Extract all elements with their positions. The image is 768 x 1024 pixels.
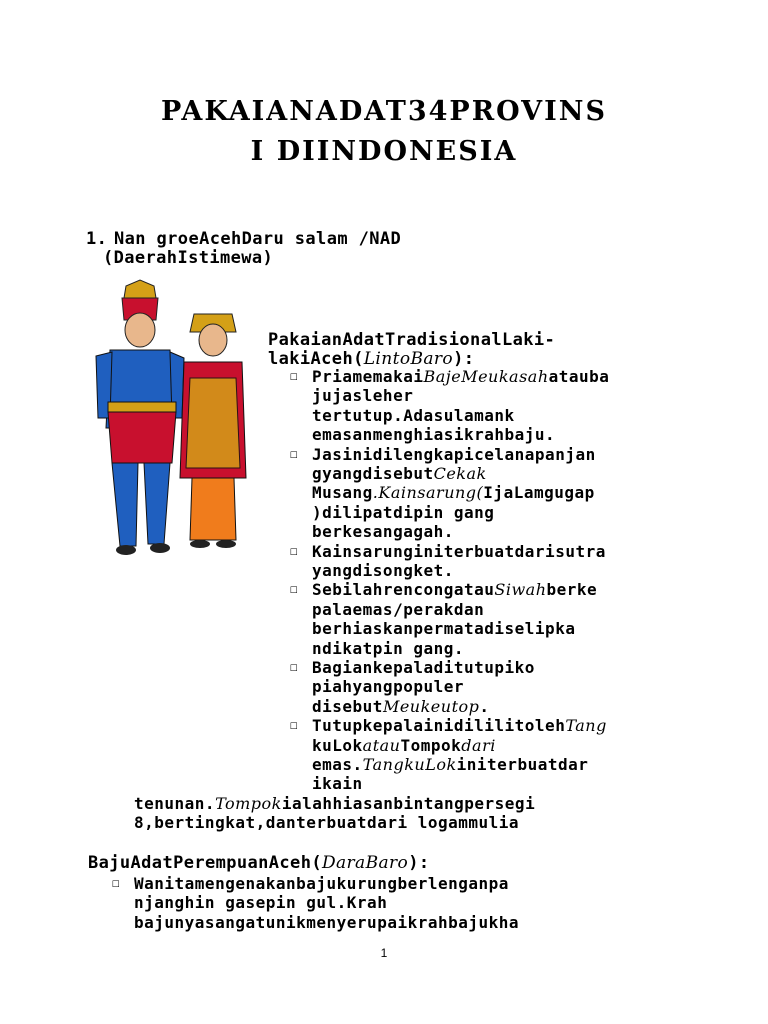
man-figure-icon	[96, 280, 184, 555]
woman-figure-icon	[180, 314, 246, 548]
female-item-line-segment: Wanitamengenakanbajukurungberlenganpa	[134, 874, 509, 893]
male-item-bullet-icon: ☐	[290, 543, 298, 559]
male-item-line-segment: berhiaskanpermatadiselipka	[312, 619, 576, 639]
male-item-line-segment: IjaLamgugap	[483, 483, 595, 503]
male-item-line-segment: BajeMeukasah	[423, 367, 549, 386]
male-item-line-segment: Siwah	[494, 580, 547, 600]
male-item-line-segment: TangkuLok	[362, 755, 457, 774]
male-tail-line-segment: ialahhiasanbintangpersegi	[281, 794, 536, 813]
male-item-line-segment: berkesangagah.	[312, 522, 454, 542]
male-item-line	[312, 619, 575, 638]
male-item-bullet-icon: ☐	[290, 369, 298, 384]
male-item-line	[312, 736, 496, 755]
male-item-line-segment: .	[479, 696, 490, 716]
male-heading-prefix: lakiAceh(	[268, 349, 364, 369]
section-heading-line-1: Nan groeAcehDaru salam /NAD	[114, 229, 402, 249]
male-item-line-segment: atauba	[548, 367, 610, 386]
male-item-line-segment: Tutupkepalainidililitoleh	[312, 716, 566, 736]
male-item-line	[312, 503, 494, 522]
page-title-line-2: I DIINDONESIA	[250, 136, 518, 167]
male-item-line-segment: Tompok	[400, 735, 462, 755]
male-tail-line	[134, 794, 535, 813]
male-item-line-segment: Sebilahrencongatau	[312, 580, 495, 600]
male-item-line-segment: emasanmenghiasikrahbaju.	[312, 425, 556, 445]
male-tail-line	[134, 813, 519, 832]
female-heading-suffix: ):	[408, 853, 430, 873]
male-clothing-heading-line-2	[268, 349, 474, 369]
male-item-line	[312, 774, 363, 793]
male-heading-italic: LintoBaro	[363, 349, 454, 369]
male-item-line	[312, 677, 464, 696]
male-item-line-segment: dari	[461, 735, 496, 755]
male-item-line	[312, 697, 490, 716]
male-item-line-segment: Cekak	[433, 464, 487, 483]
male-item-line	[312, 406, 515, 425]
male-item-line	[312, 561, 454, 580]
female-item-bullet-icon: ☐	[112, 876, 120, 891]
female-item-line	[134, 913, 519, 932]
male-item-line-segment: )dilipatdipin gang	[312, 502, 495, 522]
male-item-line-segment: ndikatpin gang.	[312, 638, 464, 658]
male-clothing-heading-line-1: PakaianAdatTradisionalLaki-	[268, 330, 556, 350]
male-item-line-segment: palaemas/perakdan	[312, 599, 485, 619]
male-item-line	[312, 755, 588, 774]
male-item-line-segment: ikain	[312, 774, 363, 794]
male-item-bullet-icon: ☐	[290, 718, 298, 734]
male-tail-line-segment: tenunan.	[134, 794, 216, 813]
male-item-line-segment: Kainsarunginiterbuatdarisutra	[312, 541, 606, 561]
male-item-line	[312, 483, 595, 502]
section-heading-line-2: (DaerahIstimewa)	[103, 248, 274, 268]
male-item-line-segment: jujasleher	[312, 386, 414, 406]
section-number: 1.	[86, 229, 108, 249]
male-item-line-segment: Priamemakai	[312, 367, 424, 386]
male-item-line	[312, 639, 464, 658]
male-item-line-segment: initerbuatdar	[456, 755, 589, 774]
male-item-line	[312, 542, 606, 561]
male-tail-line-segment: Tompok	[215, 794, 282, 813]
male-heading-suffix: ):	[453, 349, 475, 369]
male-item-line-segment: berke	[546, 580, 598, 600]
male-item-line-segment: disebut	[312, 696, 383, 716]
male-item-line-segment: yangdisongket.	[312, 561, 454, 580]
male-item-line-segment: piahyangpopuler	[312, 677, 464, 697]
female-item-line-segment: bajunyasangatunikmenyerupaikrahbajukha	[134, 912, 520, 932]
male-item-line	[312, 445, 596, 464]
page-title-line-1: PAKAIANADAT34PROVINS	[161, 96, 607, 127]
male-item-line	[312, 716, 607, 735]
male-item-line-segment: Meukeutop	[382, 696, 480, 716]
female-item-line	[134, 874, 509, 893]
male-item-line	[312, 367, 609, 386]
male-item-line-segment: gyangdisebut	[312, 464, 434, 483]
male-item-line-segment: Bagiankepaladitutupiko	[312, 658, 535, 677]
female-heading-italic: DaraBaro	[321, 853, 409, 873]
male-item-bullet-icon: ☐	[290, 660, 298, 675]
female-item-line-segment: njanghin gasepin gul.Krah	[134, 893, 388, 913]
male-item-line-segment: emas.	[312, 755, 363, 774]
male-item-line-segment: atau	[362, 735, 401, 755]
male-item-line-segment: kuLok	[312, 735, 363, 755]
male-item-line-segment: Jasinidilengkapicelanapanjan	[312, 444, 596, 464]
page-number: 1	[380, 946, 388, 960]
male-item-line	[312, 386, 413, 405]
male-item-line	[312, 464, 487, 483]
male-item-line-segment: Tang	[565, 716, 607, 736]
male-item-line-segment: tertutup.Adasulamank	[312, 405, 515, 425]
male-item-line-segment: Musang	[312, 483, 373, 503]
female-item-line	[134, 893, 387, 912]
male-item-line	[312, 658, 535, 677]
male-tail-line-segment: 8,bertingkat,danterbuatdari logammulia	[134, 813, 520, 833]
aceh-traditional-couple-illustration	[86, 278, 266, 568]
male-item-line	[312, 425, 555, 444]
male-item-line-segment: .Kainsarung(	[372, 483, 484, 503]
female-clothing-heading	[88, 853, 429, 873]
male-item-bullet-icon: ☐	[290, 446, 298, 462]
female-heading-prefix: BajuAdatPerempuanAceh(	[88, 853, 322, 873]
male-item-bullet-icon: ☐	[290, 582, 298, 598]
male-item-line	[312, 600, 484, 619]
male-item-line	[312, 580, 597, 599]
male-item-line	[312, 522, 454, 541]
